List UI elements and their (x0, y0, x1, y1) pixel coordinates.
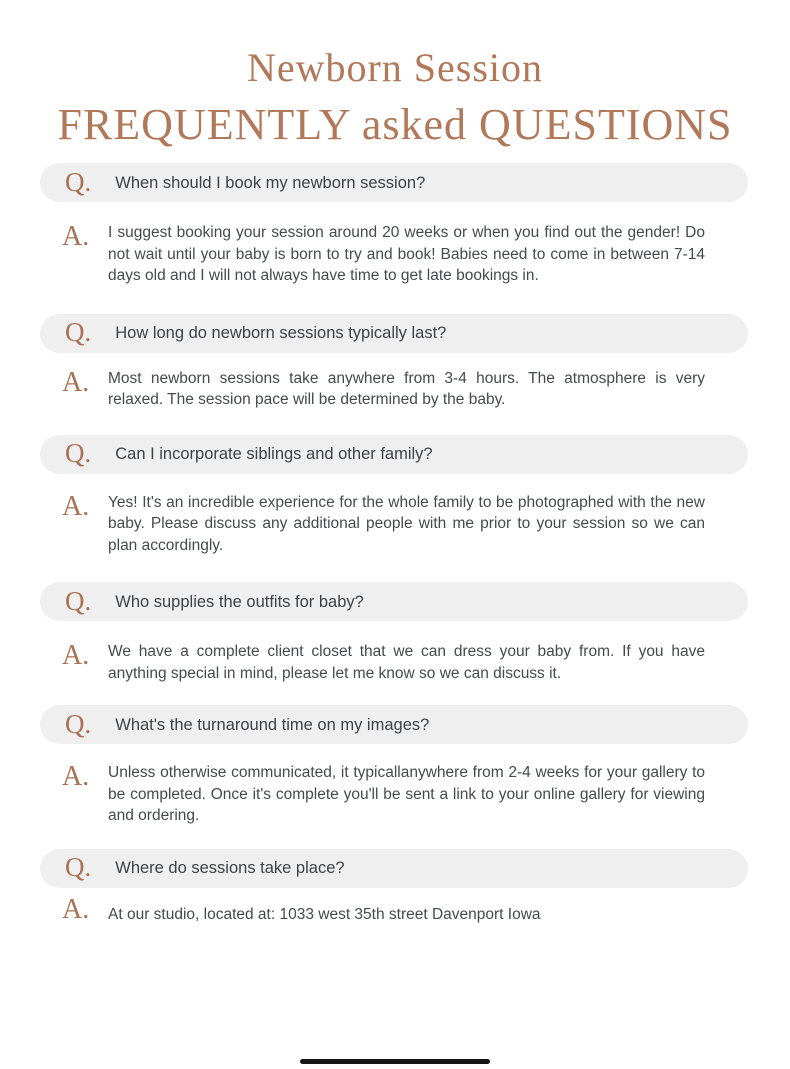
faq-question-pill (40, 849, 748, 888)
faq-item (0, 849, 790, 926)
page-title-line2: FREQUENTLY asked QUESTIONS (57, 99, 733, 149)
faq-item (0, 314, 790, 411)
faq-answer (62, 895, 705, 926)
answer-marker: A. (62, 490, 90, 522)
answer-text: At our studio, located at: 1033 west 35th street Davenport Iowa (108, 905, 541, 923)
faq-item (0, 705, 790, 827)
home-indicator-bar (300, 1059, 490, 1064)
answer-text: Most newborn sessions take anywhere from 3-4 hours. The atmosphere is very relaxed. The session pace will be determined by the baby. (108, 369, 705, 409)
answer-marker: A. (62, 366, 90, 398)
faq-question-pill (40, 435, 748, 474)
question-text: Who supplies the outfits for baby? (115, 592, 364, 611)
page-title-line1: Newborn Session (246, 45, 544, 90)
page-title (0, 46, 790, 149)
question-marker: Q. (65, 708, 92, 739)
faq-question-pill (40, 582, 748, 621)
faq-question-pill (40, 314, 748, 353)
faq-answer (62, 762, 705, 827)
question-text: Where do sessions take place? (115, 859, 345, 878)
answer-marker: A. (62, 640, 90, 672)
question-text: What's the turnaround time on my images? (115, 715, 430, 734)
answer-marker: A. (62, 221, 90, 253)
answer-text: I suggest booking your session around 20 weeks or when you find out the gender! Do not wait until your baby is born to try and book! Babies need to come in between 7-14 days old and I will not always have time to get late bookings in. (108, 224, 705, 285)
faq-item (0, 435, 790, 557)
faq-answer (62, 222, 705, 287)
question-marker: Q. (65, 585, 92, 616)
faq-item (0, 163, 790, 287)
faq-answer (62, 492, 705, 557)
answer-text: Yes! It's an incredible experience for the whole family to be photographed with the new baby. Please discuss any additional people with me prior to your session so we can plan accordingly. (108, 493, 705, 554)
faq-answer (62, 368, 705, 411)
faq-question-pill (40, 163, 748, 202)
question-marker: Q. (65, 317, 92, 348)
answer-text: We have a complete client closet that we can dress your baby from. If you have anything special in mind, please let me know so we can discuss it. (108, 643, 705, 682)
answer-text: Unless otherwise communicated, it typicallanywhere from 2-4 weeks for your gallery to be completed. Once it's complete you'll be sent a link to your online gallery for viewing and ordering. (108, 764, 705, 825)
question-text: When should I book my newborn session? (115, 173, 426, 192)
faq-question-pill (40, 705, 748, 744)
question-marker: Q. (65, 438, 92, 469)
question-marker: Q. (65, 852, 92, 883)
question-text: Can I incorporate siblings and other family? (115, 445, 433, 464)
faq-answer (62, 641, 705, 684)
question-marker: Q. (65, 166, 92, 197)
faq-list (0, 163, 790, 925)
answer-marker: A. (62, 893, 90, 925)
answer-marker: A. (62, 761, 90, 793)
faq-item (0, 582, 790, 684)
question-text: How long do newborn sessions typically last? (115, 324, 447, 343)
